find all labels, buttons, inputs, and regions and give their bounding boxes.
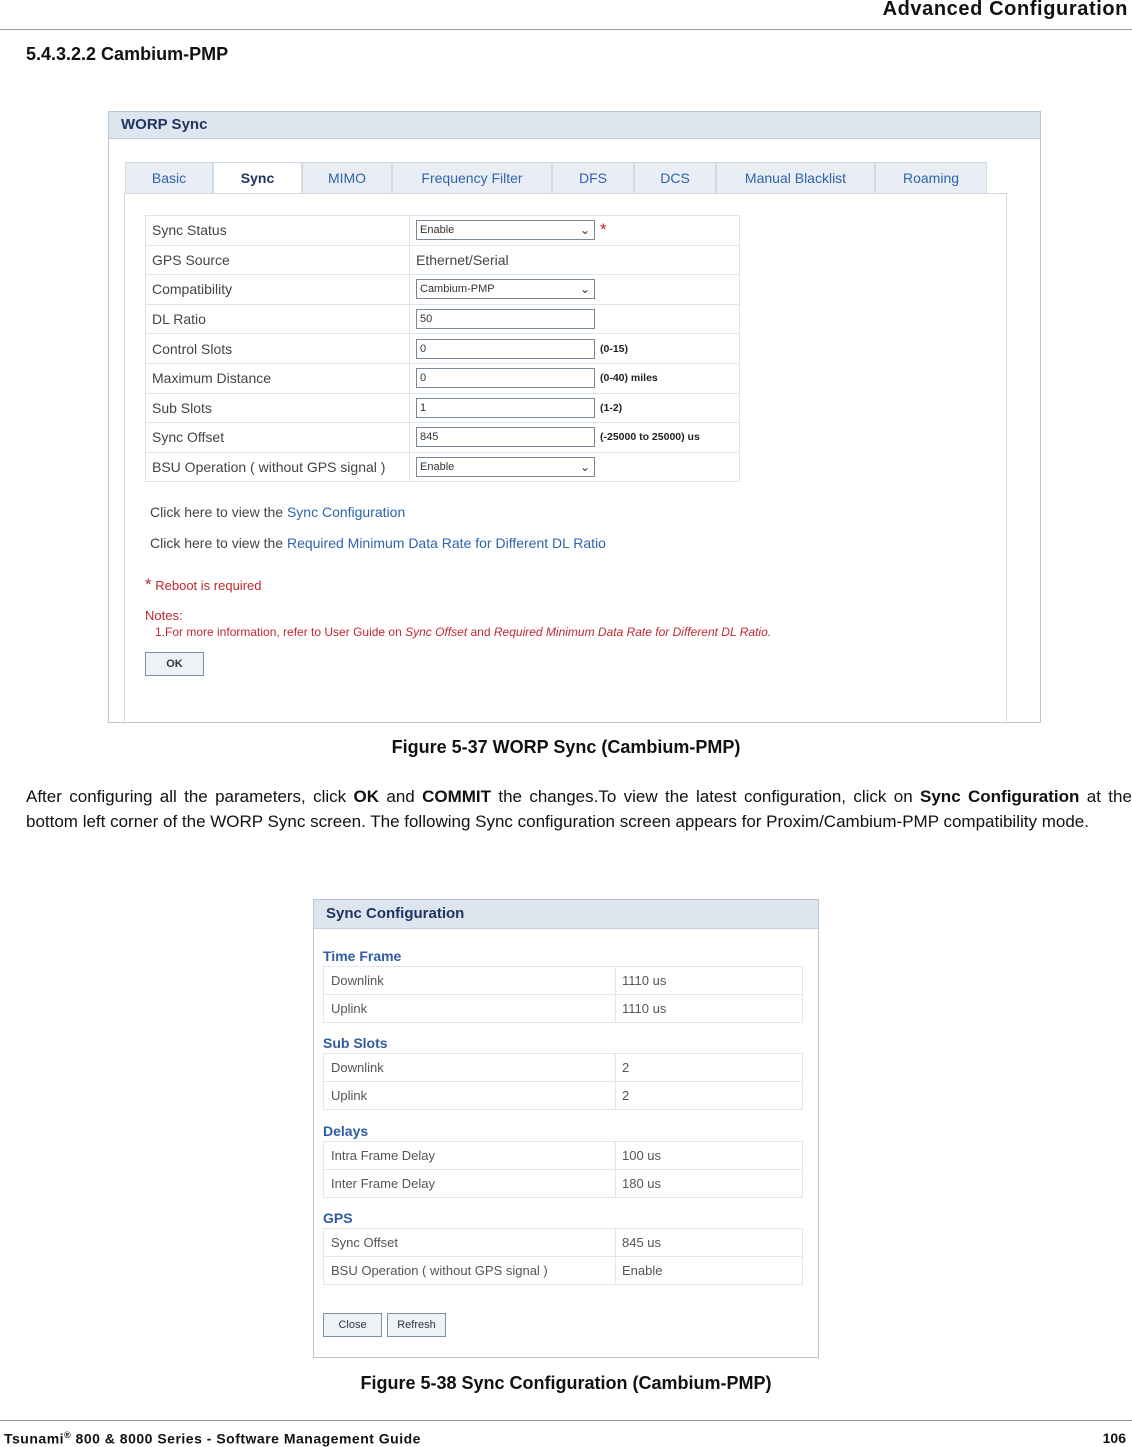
section-heading: 5.4.3.2.2 Cambium-PMP bbox=[26, 44, 229, 64]
required-marker: * bbox=[600, 220, 607, 240]
control-slots-range: (0-15) bbox=[600, 342, 629, 355]
control-slots-label: Control Slots bbox=[146, 334, 410, 364]
row-bsu-operation bbox=[146, 452, 740, 482]
note-1: 1.For more information, refer to User Guide on Sync Offset and Required Minimum Data Rate for Different DL Ratio. bbox=[155, 625, 772, 639]
required-marker: * bbox=[145, 575, 152, 594]
sync-configuration-titlebar bbox=[314, 900, 818, 929]
tab-sync[interactable]: Sync bbox=[213, 162, 302, 195]
table-row: BSU Operation ( without GPS signal ) Enable bbox=[324, 1257, 803, 1285]
reboot-notice bbox=[145, 575, 261, 595]
section-time-frame: Time Frame bbox=[323, 948, 402, 964]
sync-settings-table bbox=[145, 215, 740, 482]
table-row: Uplink 2 bbox=[324, 1082, 803, 1110]
gps-source-label: GPS Source bbox=[146, 245, 410, 275]
reboot-text: Reboot is required bbox=[155, 578, 262, 593]
maximum-distance-input[interactable]: 0 bbox=[416, 368, 595, 388]
sub-slots-table bbox=[323, 1053, 803, 1110]
data-rate-link-line bbox=[150, 535, 606, 551]
row-compatibility bbox=[146, 275, 740, 305]
control-slots-input[interactable]: 0 bbox=[416, 339, 595, 359]
notes-label: Notes: bbox=[145, 608, 183, 623]
compatibility-value: Cambium-PMP bbox=[420, 283, 495, 296]
sub-slots-range: (1-2) bbox=[600, 401, 623, 414]
tab-roaming[interactable]: Roaming bbox=[875, 162, 987, 193]
chevron-down-icon: ⌄ bbox=[579, 223, 590, 238]
tab-dcs[interactable]: DCS bbox=[634, 162, 716, 193]
link-prefix: Click here to view the bbox=[150, 504, 284, 520]
delays-table bbox=[323, 1141, 803, 1198]
compatibility-select[interactable] bbox=[416, 279, 595, 299]
refresh-button[interactable]: Refresh bbox=[387, 1313, 446, 1337]
tab-dfs[interactable]: DFS bbox=[552, 162, 634, 193]
table-row: Downlink 2 bbox=[324, 1054, 803, 1082]
table-row: Downlink 1110 us bbox=[324, 967, 803, 995]
section-gps: GPS bbox=[323, 1210, 353, 1226]
footer-rule bbox=[0, 1420, 1132, 1421]
body-paragraph: After configuring all the parameters, click OK and COMMIT the changes.To view the latest configuration, click on Sync Configuration at the bottom left corner of the WORP Sync screen. The following Sync configuration screen appears for Proxim/Cambium-PMP compatibility mode. bbox=[26, 787, 1132, 831]
bsu-operation-label: BSU Operation ( without GPS signal ) bbox=[146, 452, 410, 482]
table-row: Uplink 1110 us bbox=[324, 995, 803, 1023]
row-maximum-distance bbox=[146, 363, 740, 393]
close-button[interactable]: Close bbox=[323, 1313, 382, 1337]
tab-frequency-filter[interactable]: Frequency Filter bbox=[392, 162, 552, 193]
sync-offset-label: Sync Offset bbox=[146, 423, 410, 453]
row-sync-offset bbox=[146, 423, 740, 453]
sync-configuration-link-line bbox=[150, 504, 405, 520]
worp-sync-titlebar bbox=[109, 112, 1040, 139]
table-row: Intra Frame Delay 100 us bbox=[324, 1142, 803, 1170]
sync-status-select[interactable] bbox=[416, 220, 595, 240]
figure-caption-1: Figure 5-37 WORP Sync (Cambium-PMP) bbox=[391, 737, 741, 757]
sub-slots-label: Sub Slots bbox=[146, 393, 410, 423]
compatibility-label: Compatibility bbox=[146, 275, 410, 305]
sync-status-value: Enable bbox=[420, 224, 455, 237]
row-dl-ratio bbox=[146, 304, 740, 334]
header-rule bbox=[0, 29, 1132, 30]
sub-slots-input[interactable]: 1 bbox=[416, 398, 595, 418]
dl-ratio-input[interactable]: 50 bbox=[416, 309, 595, 329]
min-data-rate-link[interactable]: Required Minimum Data Rate for Different DL Ratio bbox=[286, 535, 606, 551]
table-row: Inter Frame Delay 180 us bbox=[324, 1170, 803, 1198]
footer-guide-title: Tsunami® 800 & 8000 Series - Software Management Guide bbox=[4, 1430, 421, 1447]
ok-button[interactable]: OK bbox=[145, 652, 204, 676]
gps-source-value: Ethernet/Serial bbox=[410, 245, 740, 275]
worp-sync-screenshot bbox=[108, 111, 1041, 723]
bsu-operation-value: Enable bbox=[420, 461, 455, 474]
row-gps-source bbox=[146, 245, 740, 275]
sync-configuration-screenshot bbox=[313, 899, 819, 1358]
tab-mimo[interactable]: MIMO bbox=[302, 162, 392, 193]
sync-configuration-title: Sync Configuration bbox=[326, 905, 465, 922]
section-sub-slots: Sub Slots bbox=[323, 1035, 388, 1051]
row-sub-slots bbox=[146, 393, 740, 423]
sync-configuration-link[interactable]: Sync Configuration bbox=[286, 504, 406, 520]
row-sync-status bbox=[146, 216, 740, 246]
table-row: Sync Offset 845 us bbox=[324, 1229, 803, 1257]
tab-basic[interactable]: Basic bbox=[125, 162, 213, 193]
row-control-slots bbox=[146, 334, 740, 364]
section-delays: Delays bbox=[323, 1123, 369, 1139]
gps-table bbox=[323, 1228, 803, 1285]
maximum-distance-label: Maximum Distance bbox=[146, 363, 410, 393]
sync-offset-input[interactable]: 845 bbox=[416, 427, 595, 447]
maximum-distance-range: (0-40) miles bbox=[600, 372, 658, 385]
page-number: 106 bbox=[1102, 1430, 1126, 1446]
sync-offset-range: (-25000 to 25000) us bbox=[600, 431, 700, 444]
link-prefix: Click here to view the bbox=[150, 535, 284, 551]
chevron-down-icon: ⌄ bbox=[579, 282, 590, 297]
tab-manual-blacklist[interactable]: Manual Blacklist bbox=[716, 162, 875, 193]
chevron-down-icon: ⌄ bbox=[579, 460, 590, 475]
figure-caption-2: Figure 5-38 Sync Configuration (Cambium-PMP) bbox=[360, 1373, 772, 1393]
running-header-title: Advanced Configuration bbox=[882, 0, 1128, 20]
dl-ratio-label: DL Ratio bbox=[146, 304, 410, 334]
bsu-operation-select[interactable] bbox=[416, 457, 595, 477]
sync-status-label: Sync Status bbox=[146, 216, 410, 246]
time-frame-table bbox=[323, 966, 803, 1023]
worp-sync-title: WORP Sync bbox=[121, 116, 208, 133]
